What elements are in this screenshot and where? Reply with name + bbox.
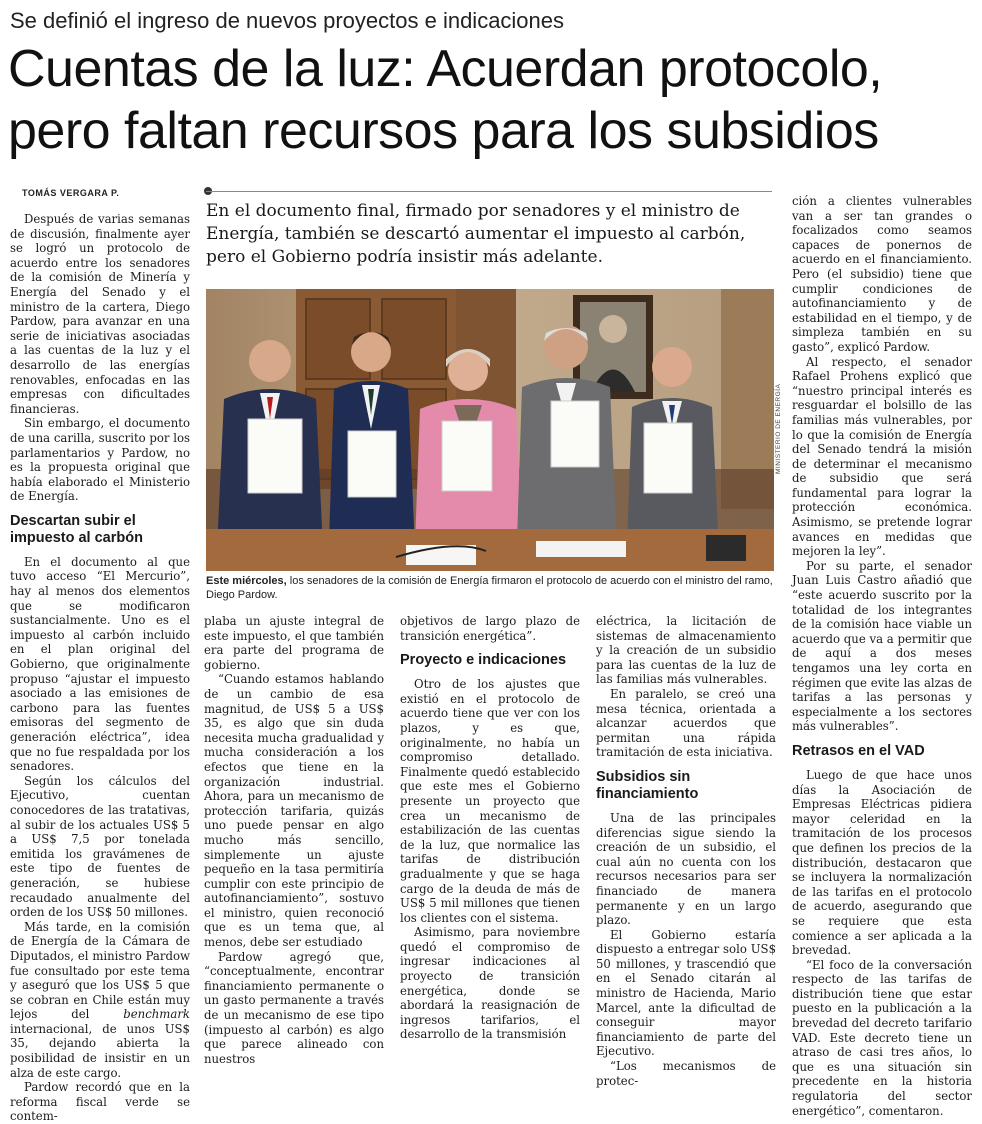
paragraph: Luego de que hace unos días la Asociación de Empresas Eléctricas pidiera mayor celeridad en la tramitación de los procesos que definen los precios de la distribución, destacaron que se incluyera la normalización de las tarifas en el protocolo de acuerdo, asegurando que se requiere que esta comience a ser aplicada a la brevedad. xyxy=(792,767,972,958)
column-1 xyxy=(10,212,190,1124)
kicker: Se definió el ingreso de nuevos proyectos e indicaciones xyxy=(10,8,565,33)
pull-quote-rule xyxy=(206,191,772,192)
paragraph: En paralelo, se creó una mesa técnica, orientada a alcanzar acuerdos que permitan una rápida tramitación de esta iniciativa. xyxy=(596,686,776,760)
paragraph: En el documento al que tuvo acceso “El Mercurio”, hay al menos dos elementos que se modificaron sustancialmente. Uno es el impuesto al carbón incluido en el plan original del Gobierno, que originalmente propuso “ajustar el impuesto asociado a las emisiones de carbono para las fuentes emisoras del segmento de generación eléctrica”, idea que no fue respaldada por los senadores. xyxy=(10,554,190,774)
paragraph: Según los cálculos del Ejecutivo, cuentan conocedores de las tratativas, al subir de los actuales US$ 5 a US$ 7,5 por tonelada emitida los gravámenes de este tipo de fuentes de generación, se hubiese recaudado anualmente del orden de los US$ 50 millones. xyxy=(10,773,190,920)
news-photo xyxy=(206,289,774,571)
column-3 xyxy=(400,614,580,1042)
paragraph: Después de varias semanas de discusión, finalmente ayer se logró un protocolo de acuerdo entre los senadores de la comisión de Minería y Energía del Senado y el ministro de la cartera, Diego Pardow, para avanzar en una serie de iniciativas asociadas a las cuentas de la luz y el desarrollo de las energías renovables, enfocadas en las empresas con dificultades financieras. xyxy=(10,212,190,416)
headline xyxy=(8,38,974,162)
subheading: Descartan subir el impuesto al carbón xyxy=(10,512,143,546)
column-2 xyxy=(204,614,384,1066)
paragraph: eléctrica, la licitación de sistemas de almacenamiento y la creación de un subsidio para las cuentas de la luz de las familias más vulnerables. xyxy=(596,614,776,687)
paragraph: “Los mecanismos de protec- xyxy=(596,1059,776,1088)
paragraph: Otro de los ajustes que existió en el protocolo de acuerdo tiene que ver con los plazos, y es que, originalmente, no había un compromiso detallado. Finalmente quedó establecido que este mes el Gobierno presente un proyecto que crea un mecanismo de estabilización de las cuentas de la luz, que normalice las tarifas de distribución gradualmente y que se haga cargo de la deuda de más de US$ 5 mil millones que tienen los clientes con el sistema. xyxy=(400,677,580,925)
paragraph: “El foco de la conversación respecto de las tarifas de distribución tiene que estar puesto en la publicación a la brevedad del decreto tarifario VAD. Este decreto tiene un atraso de casi tres años, lo que es una situación sin precedente en la historia regulatoria del sector energético”, comentaron. xyxy=(792,957,972,1118)
subheading: Proyecto e indicaciones xyxy=(400,652,567,669)
paragraph: Al respecto, el senador Rafael Prohens explicó que “nuestro principal interés es resguardar el bolsillo de las familias más vulnerables, por lo que la comisión de Energía del Senado tendrá la misión de determinar el mecanismo de subsidio que será fundamental para lograr la protección económica. Asimismo, se pretende lograr avances en medidas que mejoren la ley”. xyxy=(792,354,972,559)
paragraph: “Cuando estamos hablando de un cambio de esa magnitud, de US$ 5 a US$ 35, es algo que sin duda necesita mucha gradualidad y mucha consideración a los efectos que tiene en la organización industrial. Ahora, para un mecanismo de protección tarifaria, quizás uno puede pensar en algo mucho más sencillo, simplemente un ajuste pequeño en la tasa permitiría cumplir con este principio de autofinanciamiento”, sostuvo el ministro, quien reconoció que es un tema que, al menos, debe ser estudiado xyxy=(204,672,384,950)
paragraph: Por su parte, el senador Juan Luis Castro añadió que “este acuerdo suscrito por la totalidad de los integrantes de la comisión hace viable un acuerdo que va a permitir que de aquí a dos meses tengamos una ley corta en régimen que evite las alzas de tarifas a las personas y especialmente a los sectores más vulnerables”. xyxy=(792,558,972,734)
subheading: Subsidios sin financiamiento xyxy=(596,768,699,802)
paragraph: Asimismo, para noviembre quedó el compromiso de ingresar indicaciones al proyecto de transición energética, donde se abordará la reasignación de ingresos tarifarios, el desarrollo de la transmisión xyxy=(400,925,580,1042)
paragraph: objetivos de largo plazo de transición energética”. xyxy=(400,614,580,643)
headline-line-1: Cuentas de la luz: Acuerdan protocolo, xyxy=(8,40,883,98)
paragraph: Una de las principales diferencias sigue siendo la creación de un subsidio, el cual aún no cuenta con los recursos necesarios para ser financiado de manera permanente y en un largo plazo. xyxy=(596,810,776,928)
subheading: Retrasos en el VAD xyxy=(792,742,925,759)
paragraph: El Gobierno estaría dispuesto a entregar solo US$ 50 millones, y trascendió que en el Senado citarán al ministro de Hacienda, Mario Marcel, ante la dificultad de conseguir mayor financiamiento de parte del Ejecutivo. xyxy=(596,927,776,1059)
photo-credit: MINISTERIO DE ENERGÍA xyxy=(775,383,782,474)
photo-caption xyxy=(206,574,776,602)
column-4 xyxy=(596,614,776,1088)
paragraph: Pardow agregó que, “conceptualmente, encontrar financiamiento permanente o un gasto permanente a través de un mecanismo de ese tipo (impuesto al carbón) es algo que parece alineado con nuestros xyxy=(204,949,384,1066)
paragraph: Pardow recordó que en la reforma fiscal verde se contem- xyxy=(10,1080,190,1124)
pull-quote: En el documento final, firmado por senadores y el ministro de Energía, también se descartó aumentar el impuesto al carbón, pero el Gobierno podría insistir más adelante. xyxy=(206,201,746,267)
emphasis: benchmark xyxy=(123,1007,190,1022)
paragraph: Más tarde, en la comisión de Energía de la Cámara de Diputados, el ministro Pardow fue consultado por este tema y aseguró que los US$ 5 que se cobran en Chile están muy lejos del benchmark internacional, de unos US$ 35, dejando abierta la posibilidad de insistir en un alza de este cargo. xyxy=(10,919,190,1080)
paragraph: Sin embargo, el documento de una carilla, suscrito por los parlamentarios y Pardow, no es la propuesta original que había elaborado el Ministerio de Energía. xyxy=(10,416,190,504)
senators-signing-photo xyxy=(206,289,774,571)
headline-line-2: pero faltan recursos para los subsidios xyxy=(8,102,879,160)
paragraph: plaba un ajuste integral de este impuesto, el que también era parte del programa de gobierno. xyxy=(204,614,384,672)
caption-text: los senadores de la comisión de Energía firmaron el protocolo de acuerdo con el ministro del ramo, Diego Pardow. xyxy=(206,575,773,601)
caption-lead: Este miércoles, xyxy=(206,575,287,587)
paragraph: ción a clientes vulnerables van a ser tan grandes o focalizados como seamos capaces de ponernos de acuerdo en el financiamiento. Pero (el subsidio) tiene que cumplir condiciones de autofinanciamiento y de estabilidad en el tiempo, y de simpleza también en su gasto”, explicó Pardow. xyxy=(792,194,972,354)
byline: TOMÁS VERGARA P. xyxy=(22,188,120,198)
column-5 xyxy=(792,194,972,1118)
